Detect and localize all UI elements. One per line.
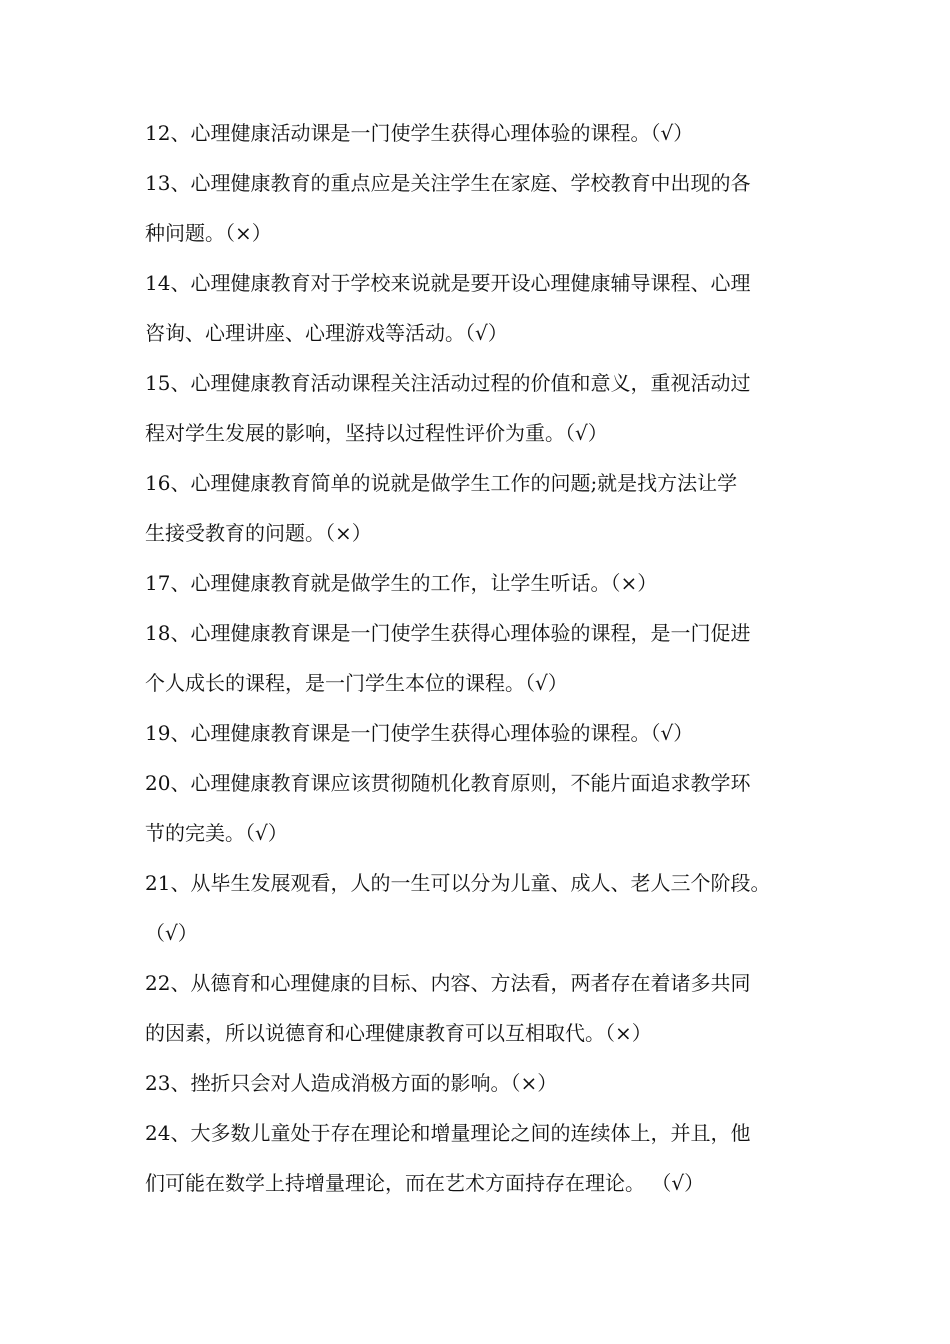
- question-item-24: 24、大多数儿童处于存在理论和增量理论之间的连续体上，并且，他 们可能在数学上持增量理论，而在艺术方面持存在理论。 （√）: [145, 1121, 751, 1195]
- question-item-19: 19、心理健康教育课是一门使学生获得心理体验的课程。（√）: [145, 721, 694, 745]
- question-item-21: 21、从毕生发展观看，人的一生可以分为儿童、成人、老人三个阶段。 （√）: [145, 871, 771, 945]
- question-item-14: 14、心理健康教育对于学校来说就是要开设心理健康辅导课程、心理 咨询、心理讲座、心理游戏等活动。（√）: [145, 271, 751, 345]
- question-item-13: 13、心理健康教育的重点应是关注学生在家庭、学校教育中出现的各 种问题。（×）: [145, 171, 751, 245]
- question-list: [145, 108, 810, 1208]
- question-item-16: 16、心理健康教育简单的说就是做学生工作的问题;就是找方法让学 生接受教育的问题。（×）: [145, 471, 738, 545]
- question-item-17: 17、心理健康教育就是做学生的工作，让学生听话。（×）: [145, 571, 658, 595]
- question-item-20: 20、心理健康教育课应该贯彻随机化教育原则，不能片面追求教学环 节的完美。（√）: [145, 771, 751, 845]
- question-item-15: 15、心理健康教育活动课程关注活动过程的价值和意义，重视活动过 程对学生发展的影响，坚持以过程性评价为重。（√）: [145, 371, 751, 445]
- question-item-23: 23、挫折只会对人造成消极方面的影响。（×）: [145, 1071, 558, 1095]
- question-item-12: 12、心理健康活动课是一门使学生获得心理体验的课程。（√）: [145, 121, 694, 145]
- question-item-22: 22、从德育和心理健康的目标、内容、方法看，两者存在着诸多共同 的因素，所以说德育和心理健康教育可以互相取代。（×）: [145, 971, 751, 1045]
- question-item-18: 18、心理健康教育课是一门使学生获得心理体验的课程，是一门促进 个人成长的课程，是一门学生本位的课程。（√）: [145, 621, 751, 695]
